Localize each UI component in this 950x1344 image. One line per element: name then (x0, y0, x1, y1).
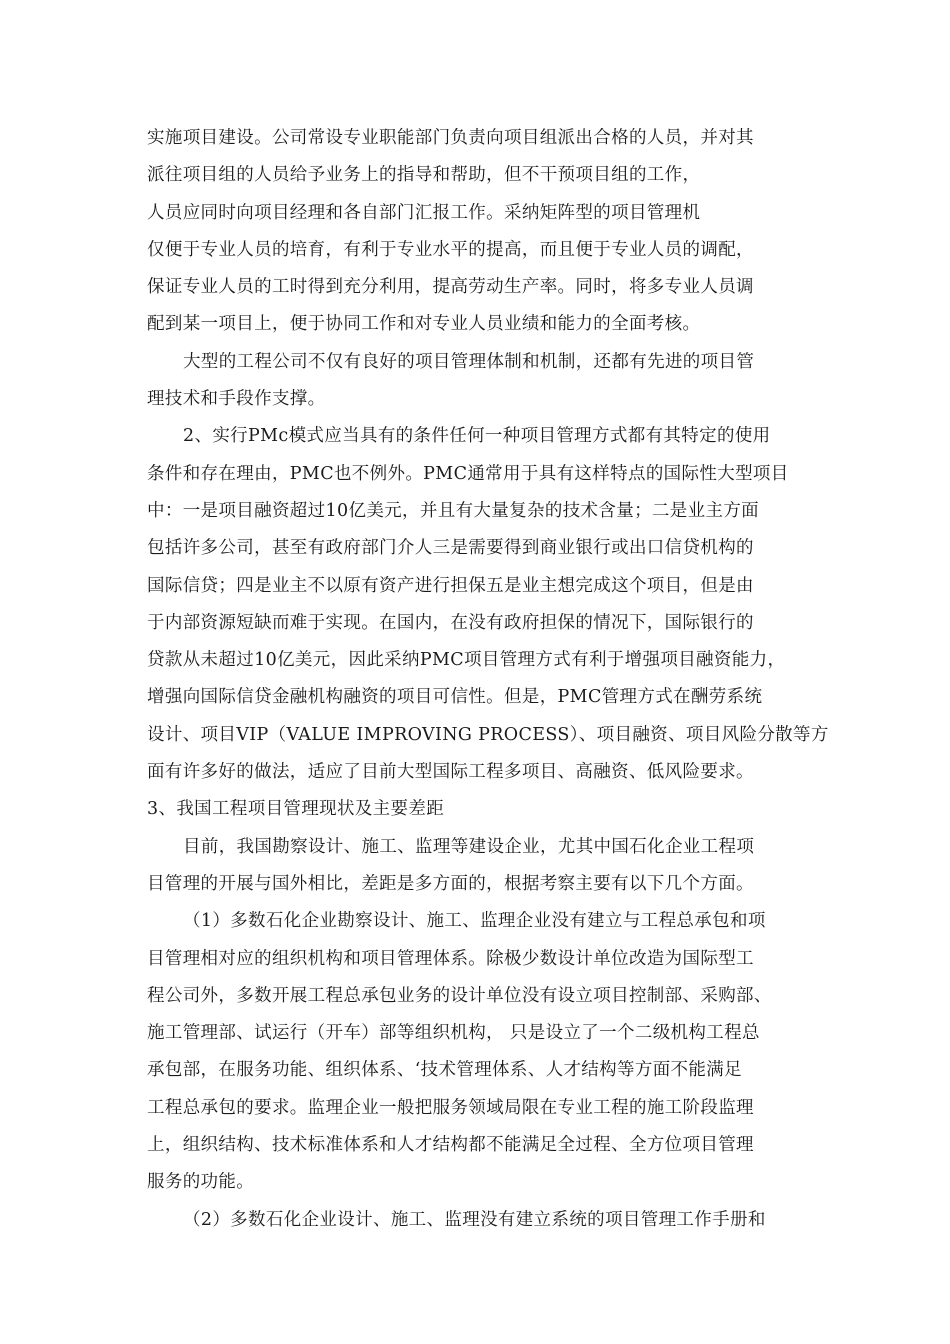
text-line: （1）多数石化企业勘察设计、施工、监理企业没有建立与工程总承包和项 (183, 911, 766, 932)
text-line: 于内部资源短缺而难于实现。在国内，在没有政府担保的情况下，国际银行的 (147, 612, 754, 633)
text-line: 仅便于专业人员的培育，有利于专业水平的提高，而且便于专业人员的调配， (147, 239, 754, 260)
text-line: 理技术和手段作支撑。 (147, 389, 326, 410)
text-line: 承包部，在服务功能、组织体系、‘技术管理体系、人才结构等方面不能满足 (147, 1060, 742, 1081)
text-line: 贷款从未超过10亿美元，因此采纳PMC项目管理方式有利于增强项目融资能力， (147, 650, 786, 671)
text-line: 派往项目组的人员给予业务上的指导和帮助，但不干预项目组的工作， (147, 165, 701, 186)
text-line: 施工管理部、试运行（开车）部等组织机构， 只是设立了一个二级机构工程总 (147, 1023, 760, 1044)
text-line: 设计、项目VIP（VALUE IMPROVING PROCESS）、项目融资、项目风险分散等方 (147, 724, 829, 745)
text-line: 工程总承包的要求。监理企业一般把服务领域局限在专业工程的施工阶段监理 (147, 1097, 754, 1118)
text-line: 目管理相对应的组织机构和项目管理体系。除极少数设计单位改造为国际型工 (147, 948, 754, 969)
text-line: 程公司外，多数开展工程总承包业务的设计单位没有设立项目控制部、采购部、 (147, 985, 772, 1006)
text-line: 条件和存在理由，PMC也不例外。PMC通常用于具有这样特点的国际性大型项目 (147, 463, 789, 484)
text-line: 面有许多好的做法，适应了目前大型国际工程多项目、高融资、低风险要求。 (147, 762, 754, 783)
text-line: 实施项目建设。公司常设专业职能部门负责向项目组派出合格的人员，并对其 (147, 128, 754, 148)
text-line: 中：一是项目融资超过10亿美元，并且有大量复杂的技术含量；二是业主方面 (147, 500, 760, 521)
body-text (147, 120, 829, 1239)
text-line: 目管理的开展与国外相比，差距是多方面的，根据考察主要有以下几个方面。 (147, 873, 754, 894)
text-line: （2）多数石化企业设计、施工、监理没有建立系统的项目管理工作手册和 (183, 1209, 766, 1230)
text-line: 配到某一项目上，便于协同工作和对专业人员业绩和能力的全面考核。 (147, 314, 701, 335)
text-line: 人员应同时向项目经理和各自部门汇报工作。采纳矩阵型的项目管理机 (147, 202, 701, 223)
text-line: 增强向国际信贷金融机构融资的项目可信性。但是，PMC管理方式在酬劳系统 (147, 687, 763, 708)
text-line: 国际信贷；四是业主不以原有资产进行担保五是业主想完成这个项目，但是由 (147, 575, 754, 596)
text-line: 包括许多公司，甚至有政府部门介人三是需要得到商业银行或出口信贷机构的 (147, 538, 754, 559)
text-line: 大型的工程公司不仅有良好的项目管理体制和机制，还都有先进的项目管 (183, 351, 755, 372)
text-line: 目前，我国勘察设计、施工、监理等建设企业，尤其中国石化企业工程项 (183, 836, 755, 857)
text-line: 3、我国工程项目管理现状及主要差距 (147, 799, 445, 820)
text-line: 保证专业人员的工时得到充分利用，提高劳动生产率。同时，将多专业人员调 (147, 277, 754, 298)
text-line: 2、实行PMc模式应当具有的条件任何一种项目管理方式都有其特定的使用 (183, 426, 771, 447)
text-line: 上，组织结构、技术标准体系和人才结构都不能满足全过程、全方位项目管理 (147, 1135, 754, 1156)
text-line: 服务的功能。 (147, 1172, 255, 1193)
